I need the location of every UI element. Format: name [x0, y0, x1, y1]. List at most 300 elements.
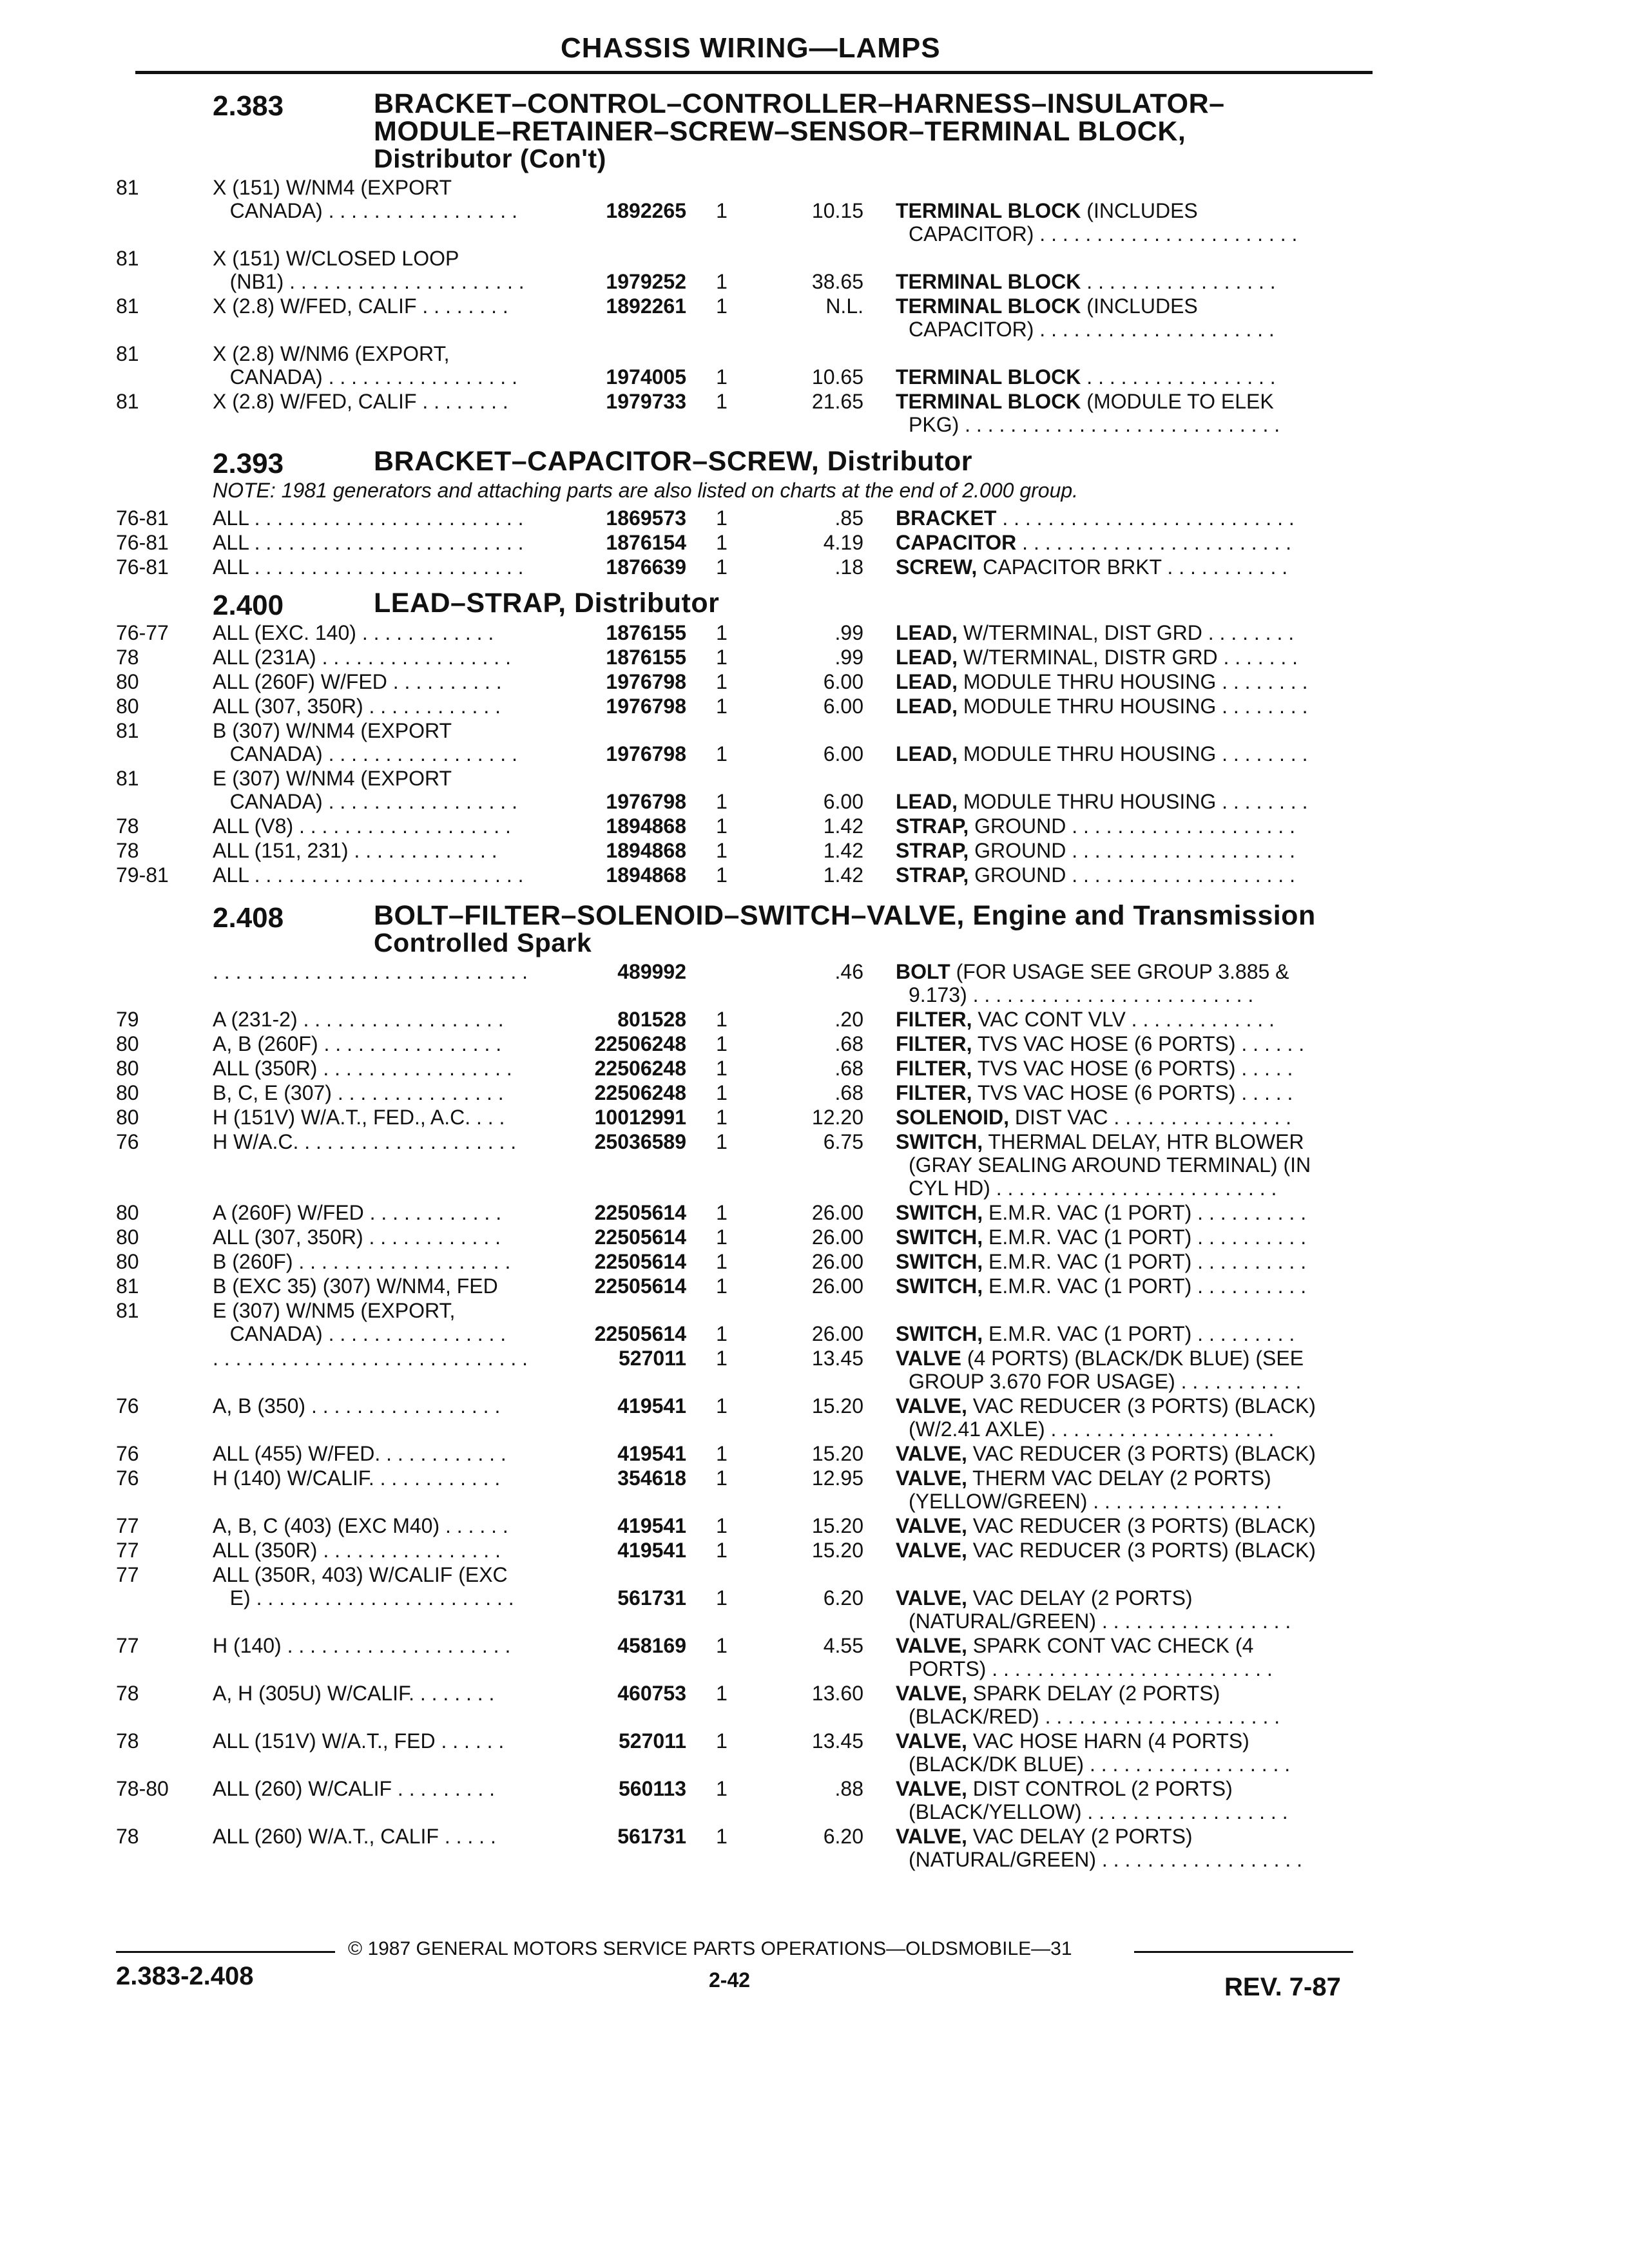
part-detail: TVS VAC HOSE (6 PORTS) . . . . . . [972, 1032, 1305, 1055]
part-row [116, 1777, 1373, 1825]
description-line [896, 863, 1373, 887]
quantity: 1 [716, 270, 728, 293]
price: 13.60 [811, 1682, 863, 1705]
description-line: (BLACK/DK BLUE) . . . . . . . . . . . . . . . . . . [909, 1753, 1291, 1776]
part-detail: THERMAL DELAY, HTR BLOWER [983, 1130, 1304, 1153]
part-number: 801528 [617, 1008, 686, 1031]
part-name: VALVE, [896, 1634, 967, 1657]
part-row [116, 1394, 1373, 1442]
price: 4.55 [823, 1634, 863, 1657]
description-line [896, 1466, 1373, 1490]
part-row [116, 960, 1373, 1008]
part-number: 1892261 [606, 294, 686, 318]
part-number: 22506248 [594, 1032, 686, 1055]
description-line [896, 1322, 1373, 1345]
part-detail: W/TERMINAL, DIST GRD . . . . . . . . [958, 621, 1295, 644]
application-line: ALL (307, 350R) . . . . . . . . . . . . [213, 695, 501, 718]
part-detail: VAC REDUCER (3 PORTS) (BLACK) [967, 1442, 1316, 1465]
quantity: 1 [716, 1394, 728, 1418]
part-detail: VAC DELAY (2 PORTS) [967, 1825, 1193, 1848]
description-line: (W/2.41 AXLE) . . . . . . . . . . . . . . . . . . . . [909, 1418, 1275, 1441]
part-name: SCREW, [896, 555, 978, 579]
application-line: B (EXC 35) (307) W/NM4, FED [213, 1274, 498, 1298]
price: 6.00 [823, 695, 863, 718]
model-year: 81 [116, 247, 139, 270]
application-line: X (2.8) W/FED, CALIF . . . . . . . . [213, 294, 508, 318]
application-line: CANADA) . . . . . . . . . . . . . . . . . [213, 742, 517, 765]
quantity: 1 [716, 1081, 728, 1104]
application-line: . . . . . . . . . . . . . . . . . . . . . . . . . . . . [213, 960, 528, 983]
part-detail: (4 PORTS) (BLACK/DK BLUE) (SEE [961, 1347, 1304, 1370]
quantity: 1 [716, 1201, 728, 1224]
quantity: 1 [716, 1466, 728, 1490]
part-detail: MODULE THRU HOUSING . . . . . . . . [958, 742, 1308, 765]
price: .99 [834, 621, 863, 644]
part-description [896, 1106, 1373, 1129]
part-description [896, 695, 1373, 718]
part-name: VALVE, [896, 1394, 967, 1418]
model-year: 78 [116, 1825, 139, 1848]
part-row [116, 1081, 1373, 1106]
description-line: (GRAY SEALING AROUND TERMINAL) (IN [909, 1153, 1311, 1177]
part-number: 1876154 [606, 531, 686, 554]
part-row [116, 506, 1373, 531]
application-line: ALL . . . . . . . . . . . . . . . . . . . . . . . . [213, 555, 524, 579]
part-row [116, 621, 1373, 646]
part-name: VALVE, [896, 1825, 967, 1848]
part-description [896, 270, 1373, 293]
part-row [116, 555, 1373, 580]
part-number: 1894868 [606, 863, 686, 887]
part-number: 419541 [617, 1514, 686, 1537]
description-line [896, 621, 1373, 644]
part-description [896, 621, 1373, 644]
part-description [896, 1466, 1373, 1513]
part-detail: SPARK DELAY (2 PORTS) [967, 1682, 1220, 1705]
quantity: 1 [716, 1250, 728, 1273]
part-detail: CAPACITOR BRKT . . . . . . . . . . . [977, 555, 1288, 579]
part-detail: VAC DELAY (2 PORTS) [967, 1586, 1193, 1610]
part-description [896, 790, 1373, 813]
part-number: 1976798 [606, 695, 686, 718]
description-line [896, 1032, 1373, 1055]
part-row [116, 1057, 1373, 1081]
part-description [896, 1032, 1373, 1055]
part-detail: DIST VAC . . . . . . . . . . . . . . . . [1009, 1106, 1292, 1129]
part-number: 22505614 [594, 1274, 686, 1298]
quantity: 1 [716, 1225, 728, 1249]
application-line: E (307) W/NM4 (EXPORT [213, 767, 452, 790]
description-line [896, 670, 1373, 693]
description-line [896, 1682, 1373, 1705]
application [213, 390, 574, 413]
price: 4.19 [823, 531, 863, 554]
application-line: X (2.8) W/NM6 (EXPORT, [213, 342, 450, 365]
quantity: 1 [716, 863, 728, 887]
part-row [116, 176, 1373, 247]
part-name: VALVE, [896, 1539, 967, 1562]
part-description [896, 1729, 1373, 1776]
application-line: X (2.8) W/FED, CALIF . . . . . . . . [213, 390, 508, 413]
part-description [896, 1394, 1373, 1441]
application-line: H (151V) W/A.T., FED., A.C. . . . [213, 1106, 505, 1129]
part-number: 1979733 [606, 390, 686, 413]
application-line: ALL (EXC. 140) . . . . . . . . . . . . [213, 621, 494, 644]
part-detail: E.M.R. VAC (1 PORT) . . . . . . . . . [983, 1322, 1295, 1345]
description-line [896, 294, 1373, 318]
description-line: PORTS) . . . . . . . . . . . . . . . . . . . . . . . . . [909, 1657, 1273, 1680]
application [213, 176, 574, 222]
price: 6.00 [823, 742, 863, 765]
price: 12.20 [811, 1106, 863, 1129]
price: .88 [834, 1777, 863, 1800]
part-row [116, 294, 1373, 342]
description-line: CYL HD) . . . . . . . . . . . . . . . . . . . . . . . . . [909, 1177, 1277, 1200]
description-line: (BLACK/RED) . . . . . . . . . . . . . . . . . . . . . [909, 1705, 1280, 1728]
part-row [116, 719, 1373, 767]
application [213, 1563, 574, 1610]
part-description [896, 1274, 1373, 1298]
part-row [116, 342, 1373, 390]
quantity: 1 [716, 646, 728, 669]
quantity: 1 [716, 1682, 728, 1705]
part-name: LEAD, [896, 621, 958, 644]
price: 6.20 [823, 1825, 863, 1848]
application [213, 1081, 574, 1104]
section-header [116, 446, 1373, 479]
part-description [896, 960, 1373, 1006]
model-year: 80 [116, 1106, 139, 1129]
application-line: ALL (350R) . . . . . . . . . . . . . . . . . [213, 1057, 512, 1080]
part-row [116, 247, 1373, 294]
application-line: ALL (350R) . . . . . . . . . . . . . . . . [213, 1539, 501, 1562]
section-title [374, 590, 1373, 617]
description-line [896, 1539, 1373, 1562]
part-name: FILTER, [896, 1081, 972, 1104]
application [213, 1825, 574, 1848]
application [213, 1634, 574, 1657]
section-rows [116, 621, 1373, 888]
model-year: 76-81 [116, 555, 169, 579]
part-number: 489992 [617, 960, 686, 983]
description-line: (YELLOW/GREEN) . . . . . . . . . . . . . . . . . [909, 1490, 1282, 1513]
quantity: 1 [716, 199, 728, 222]
footer-rule-left [116, 1951, 335, 1953]
section-title-line: BOLT–FILTER–SOLENOID–SWITCH–VALVE, Engine and Transmission [374, 900, 1316, 931]
part-detail: MODULE THRU HOUSING . . . . . . . . [958, 670, 1308, 693]
catalog-section [116, 90, 1373, 437]
price: 26.00 [811, 1250, 863, 1273]
model-year: 76 [116, 1442, 139, 1465]
application-line: ALL (151V) W/A.T., FED . . . . . . [213, 1729, 505, 1753]
part-detail: VAC REDUCER (3 PORTS) (BLACK) [967, 1514, 1316, 1537]
price: 6.00 [823, 670, 863, 693]
application [213, 1729, 574, 1753]
application-line: A (260F) W/FED . . . . . . . . . . . . [213, 1201, 502, 1224]
section-title [374, 90, 1373, 172]
model-year: 81 [116, 294, 139, 318]
part-description [896, 839, 1373, 862]
model-year: 81 [116, 767, 139, 790]
quantity: 1 [716, 1514, 728, 1537]
part-row [116, 863, 1373, 888]
application [213, 767, 574, 813]
application [213, 1299, 574, 1345]
price: 21.65 [811, 390, 863, 413]
part-description [896, 555, 1373, 579]
part-description [896, 1442, 1373, 1465]
description-line [896, 742, 1373, 765]
price: .68 [834, 1081, 863, 1104]
part-number: 22505614 [594, 1322, 686, 1345]
price: 15.20 [811, 1539, 863, 1562]
model-year: 80 [116, 1250, 139, 1273]
description-line [896, 1634, 1373, 1657]
part-name: VALVE, [896, 1777, 967, 1800]
application-line: ALL (307, 350R) . . . . . . . . . . . . [213, 1225, 501, 1249]
description-line [896, 1394, 1373, 1418]
part-row [116, 1682, 1373, 1729]
part-number: 419541 [617, 1394, 686, 1418]
application-line: ALL (260F) W/FED . . . . . . . . . . [213, 670, 502, 693]
part-row [116, 1347, 1373, 1394]
description-line: GROUP 3.670 FOR USAGE) . . . . . . . . . . . [909, 1370, 1302, 1393]
application-line: (NB1) . . . . . . . . . . . . . . . . . . . . . [213, 270, 525, 293]
part-detail: VAC REDUCER (3 PORTS) (BLACK) [967, 1539, 1316, 1562]
model-year: 80 [116, 1081, 139, 1104]
application-line: H W/A.C. . . . . . . . . . . . . . . . . . . . [213, 1130, 517, 1153]
part-number: 25036589 [594, 1130, 686, 1153]
price: 6.20 [823, 1586, 863, 1610]
part-detail: W/TERMINAL, DISTR GRD . . . . . . . [958, 646, 1298, 669]
part-row [116, 839, 1373, 863]
section-number: 2.408 [213, 902, 284, 934]
part-number: 1876639 [606, 555, 686, 579]
part-name: TERMINAL BLOCK [896, 294, 1081, 318]
part-name: SWITCH, [896, 1322, 983, 1345]
catalog-section [116, 902, 1373, 1872]
description-line [896, 790, 1373, 813]
part-detail: E.M.R. VAC (1 PORT) . . . . . . . . . . [983, 1201, 1307, 1224]
part-description [896, 1586, 1373, 1633]
application [213, 1442, 574, 1465]
section-subtitle: Controlled Spark [374, 928, 592, 957]
part-description [896, 814, 1373, 838]
application-line: . . . . . . . . . . . . . . . . . . . . . . . . . . . . [213, 1347, 528, 1370]
model-year: 81 [116, 390, 139, 413]
part-description [896, 1130, 1373, 1200]
price: N.L. [825, 294, 863, 318]
price: 15.20 [811, 1394, 863, 1418]
application [213, 1106, 574, 1129]
part-name: TERMINAL BLOCK [896, 365, 1081, 389]
description-line [896, 1586, 1373, 1610]
section-title-line: BRACKET–CAPACITOR–SCREW, Distributor [374, 446, 973, 477]
page-number: 2-42 [709, 1968, 751, 1992]
model-year: 77 [116, 1539, 139, 1562]
model-year: 80 [116, 1225, 139, 1249]
price: 15.20 [811, 1442, 863, 1465]
quantity: 1 [716, 1442, 728, 1465]
part-name: SWITCH, [896, 1250, 983, 1273]
section-title-line: BRACKET–CONTROL–CONTROLLER–HARNESS–INSULATOR– [374, 88, 1225, 119]
part-row [116, 1539, 1373, 1563]
part-number: 22505614 [594, 1225, 686, 1249]
quantity: 1 [716, 531, 728, 554]
quantity: 1 [716, 1347, 728, 1370]
part-description [896, 1539, 1373, 1562]
part-name: CAPACITOR [896, 531, 1017, 554]
section-number: 2.400 [213, 590, 284, 621]
part-detail: MODULE THRU HOUSING . . . . . . . . [958, 790, 1308, 813]
part-detail: DIST CONTROL (2 PORTS) [967, 1777, 1233, 1800]
description-line [896, 1008, 1373, 1031]
description-line [896, 1106, 1373, 1129]
part-description [896, 506, 1373, 530]
part-row [116, 1442, 1373, 1466]
price: 10.65 [811, 365, 863, 389]
part-description [896, 742, 1373, 765]
description-line: PKG) . . . . . . . . . . . . . . . . . . . . . . . . . . . . [909, 413, 1280, 436]
description-line [896, 1777, 1373, 1800]
application-line: A (231-2) . . . . . . . . . . . . . . . . . . [213, 1008, 504, 1031]
application [213, 1539, 574, 1562]
section-rows [116, 960, 1373, 1872]
part-detail: . . . . . . . . . . . . . . . . . . . . . . . . [1016, 531, 1292, 554]
description-line [896, 960, 1373, 983]
application [213, 342, 574, 389]
application-line: ALL (V8) . . . . . . . . . . . . . . . . . . . [213, 814, 511, 838]
part-name: LEAD, [896, 695, 958, 718]
part-detail: E.M.R. VAC (1 PORT) . . . . . . . . . . [983, 1225, 1307, 1249]
part-detail: VAC REDUCER (3 PORTS) (BLACK) [967, 1394, 1316, 1418]
price: 26.00 [811, 1201, 863, 1224]
price: 1.42 [823, 863, 863, 887]
description-line [896, 1729, 1373, 1753]
quantity: 1 [716, 1586, 728, 1610]
quantity: 1 [716, 390, 728, 413]
price: 38.65 [811, 270, 863, 293]
part-row [116, 1466, 1373, 1514]
quantity: 1 [716, 1130, 728, 1153]
application-line: CANADA) . . . . . . . . . . . . . . . . . [213, 365, 517, 389]
model-year: 76 [116, 1466, 139, 1490]
application-line: ALL . . . . . . . . . . . . . . . . . . . . . . . . [213, 863, 524, 887]
section-number: 2.393 [213, 448, 284, 479]
model-year: 77 [116, 1563, 139, 1586]
section-header [116, 90, 1373, 172]
application [213, 247, 574, 293]
model-year: 76-77 [116, 621, 169, 644]
quantity: 1 [716, 621, 728, 644]
part-name: TERMINAL BLOCK [896, 199, 1081, 222]
part-detail: E.M.R. VAC (1 PORT) . . . . . . . . . . [983, 1274, 1307, 1298]
price: .68 [834, 1032, 863, 1055]
part-description [896, 670, 1373, 693]
model-year: 77 [116, 1514, 139, 1537]
quantity: 1 [716, 1008, 728, 1031]
model-year: 78 [116, 1682, 139, 1705]
footer-rule-right [1134, 1951, 1353, 1953]
part-number: 458169 [617, 1634, 686, 1657]
part-detail: . . . . . . . . . . . . . . . . . [1081, 270, 1276, 293]
model-year: 77 [116, 1634, 139, 1657]
model-year: 80 [116, 695, 139, 718]
part-detail: MODULE THRU HOUSING . . . . . . . . [958, 695, 1308, 718]
section-rows [116, 506, 1373, 580]
application-line: ALL . . . . . . . . . . . . . . . . . . . . . . . . [213, 506, 524, 530]
model-year: 81 [116, 1274, 139, 1298]
application [213, 506, 574, 530]
part-description [896, 1514, 1373, 1537]
quantity: 1 [716, 1825, 728, 1848]
application-line: CANADA) . . . . . . . . . . . . . . . . . [213, 199, 517, 222]
part-detail: GROUND . . . . . . . . . . . . . . . . . . . . [969, 839, 1295, 862]
section-subtitle: Distributor (Con't) [374, 144, 606, 173]
page-header [135, 32, 1373, 74]
part-detail: VAC CONT VLV . . . . . . . . . . . . . [972, 1008, 1275, 1031]
part-name: STRAP, [896, 814, 969, 838]
part-description [896, 1634, 1373, 1680]
application-line: H (140) W/CALIF. . . . . . . . . . . . [213, 1466, 501, 1490]
price: 1.42 [823, 814, 863, 838]
description-line [896, 1250, 1373, 1273]
description-line: 9.173) . . . . . . . . . . . . . . . . . . . . . . . . . [909, 983, 1254, 1006]
part-row [116, 670, 1373, 695]
application [213, 531, 574, 554]
application-line: ALL (260) W/A.T., CALIF . . . . . [213, 1825, 496, 1848]
part-detail: . . . . . . . . . . . . . . . . . . . . . . . . . . [996, 506, 1295, 530]
application-line: B (307) W/NM4 (EXPORT [213, 719, 452, 742]
part-number: 1876155 [606, 646, 686, 669]
part-name: VALVE, [896, 1586, 967, 1610]
description-line [896, 365, 1373, 389]
description-line [896, 1274, 1373, 1298]
part-number: 561731 [617, 1586, 686, 1610]
application [213, 621, 574, 644]
part-description [896, 531, 1373, 554]
description-line: CAPACITOR) . . . . . . . . . . . . . . . . . . . . . [909, 318, 1275, 341]
part-description [896, 1057, 1373, 1080]
section-title-line: LEAD–STRAP, Distributor [374, 588, 720, 619]
part-row [116, 767, 1373, 814]
section-header [116, 902, 1373, 956]
page-title: CHASSIS WIRING—LAMPS [561, 32, 941, 64]
application-line: ALL (260) W/CALIF . . . . . . . . . [213, 1777, 496, 1800]
part-name: LEAD, [896, 790, 958, 813]
part-number: 1979252 [606, 270, 686, 293]
part-number: 22505614 [594, 1201, 686, 1224]
price: 13.45 [811, 1347, 863, 1370]
application-line: A, B (260F) . . . . . . . . . . . . . . . . [213, 1032, 502, 1055]
quantity: 1 [716, 670, 728, 693]
application [213, 1777, 574, 1800]
application-line: A, B (350) . . . . . . . . . . . . . . . . . [213, 1394, 501, 1418]
price: 6.75 [823, 1130, 863, 1153]
part-number: 527011 [618, 1347, 686, 1370]
price: .99 [834, 646, 863, 669]
description-line [896, 1514, 1373, 1537]
part-name: BRACKET [896, 506, 997, 530]
price: 6.00 [823, 790, 863, 813]
part-name: VALVE, [896, 1682, 967, 1705]
application [213, 1682, 574, 1705]
part-number: 419541 [617, 1442, 686, 1465]
part-number: 22506248 [594, 1081, 686, 1104]
model-year: 81 [116, 176, 139, 199]
application [213, 1514, 574, 1537]
part-number: 22506248 [594, 1057, 686, 1080]
